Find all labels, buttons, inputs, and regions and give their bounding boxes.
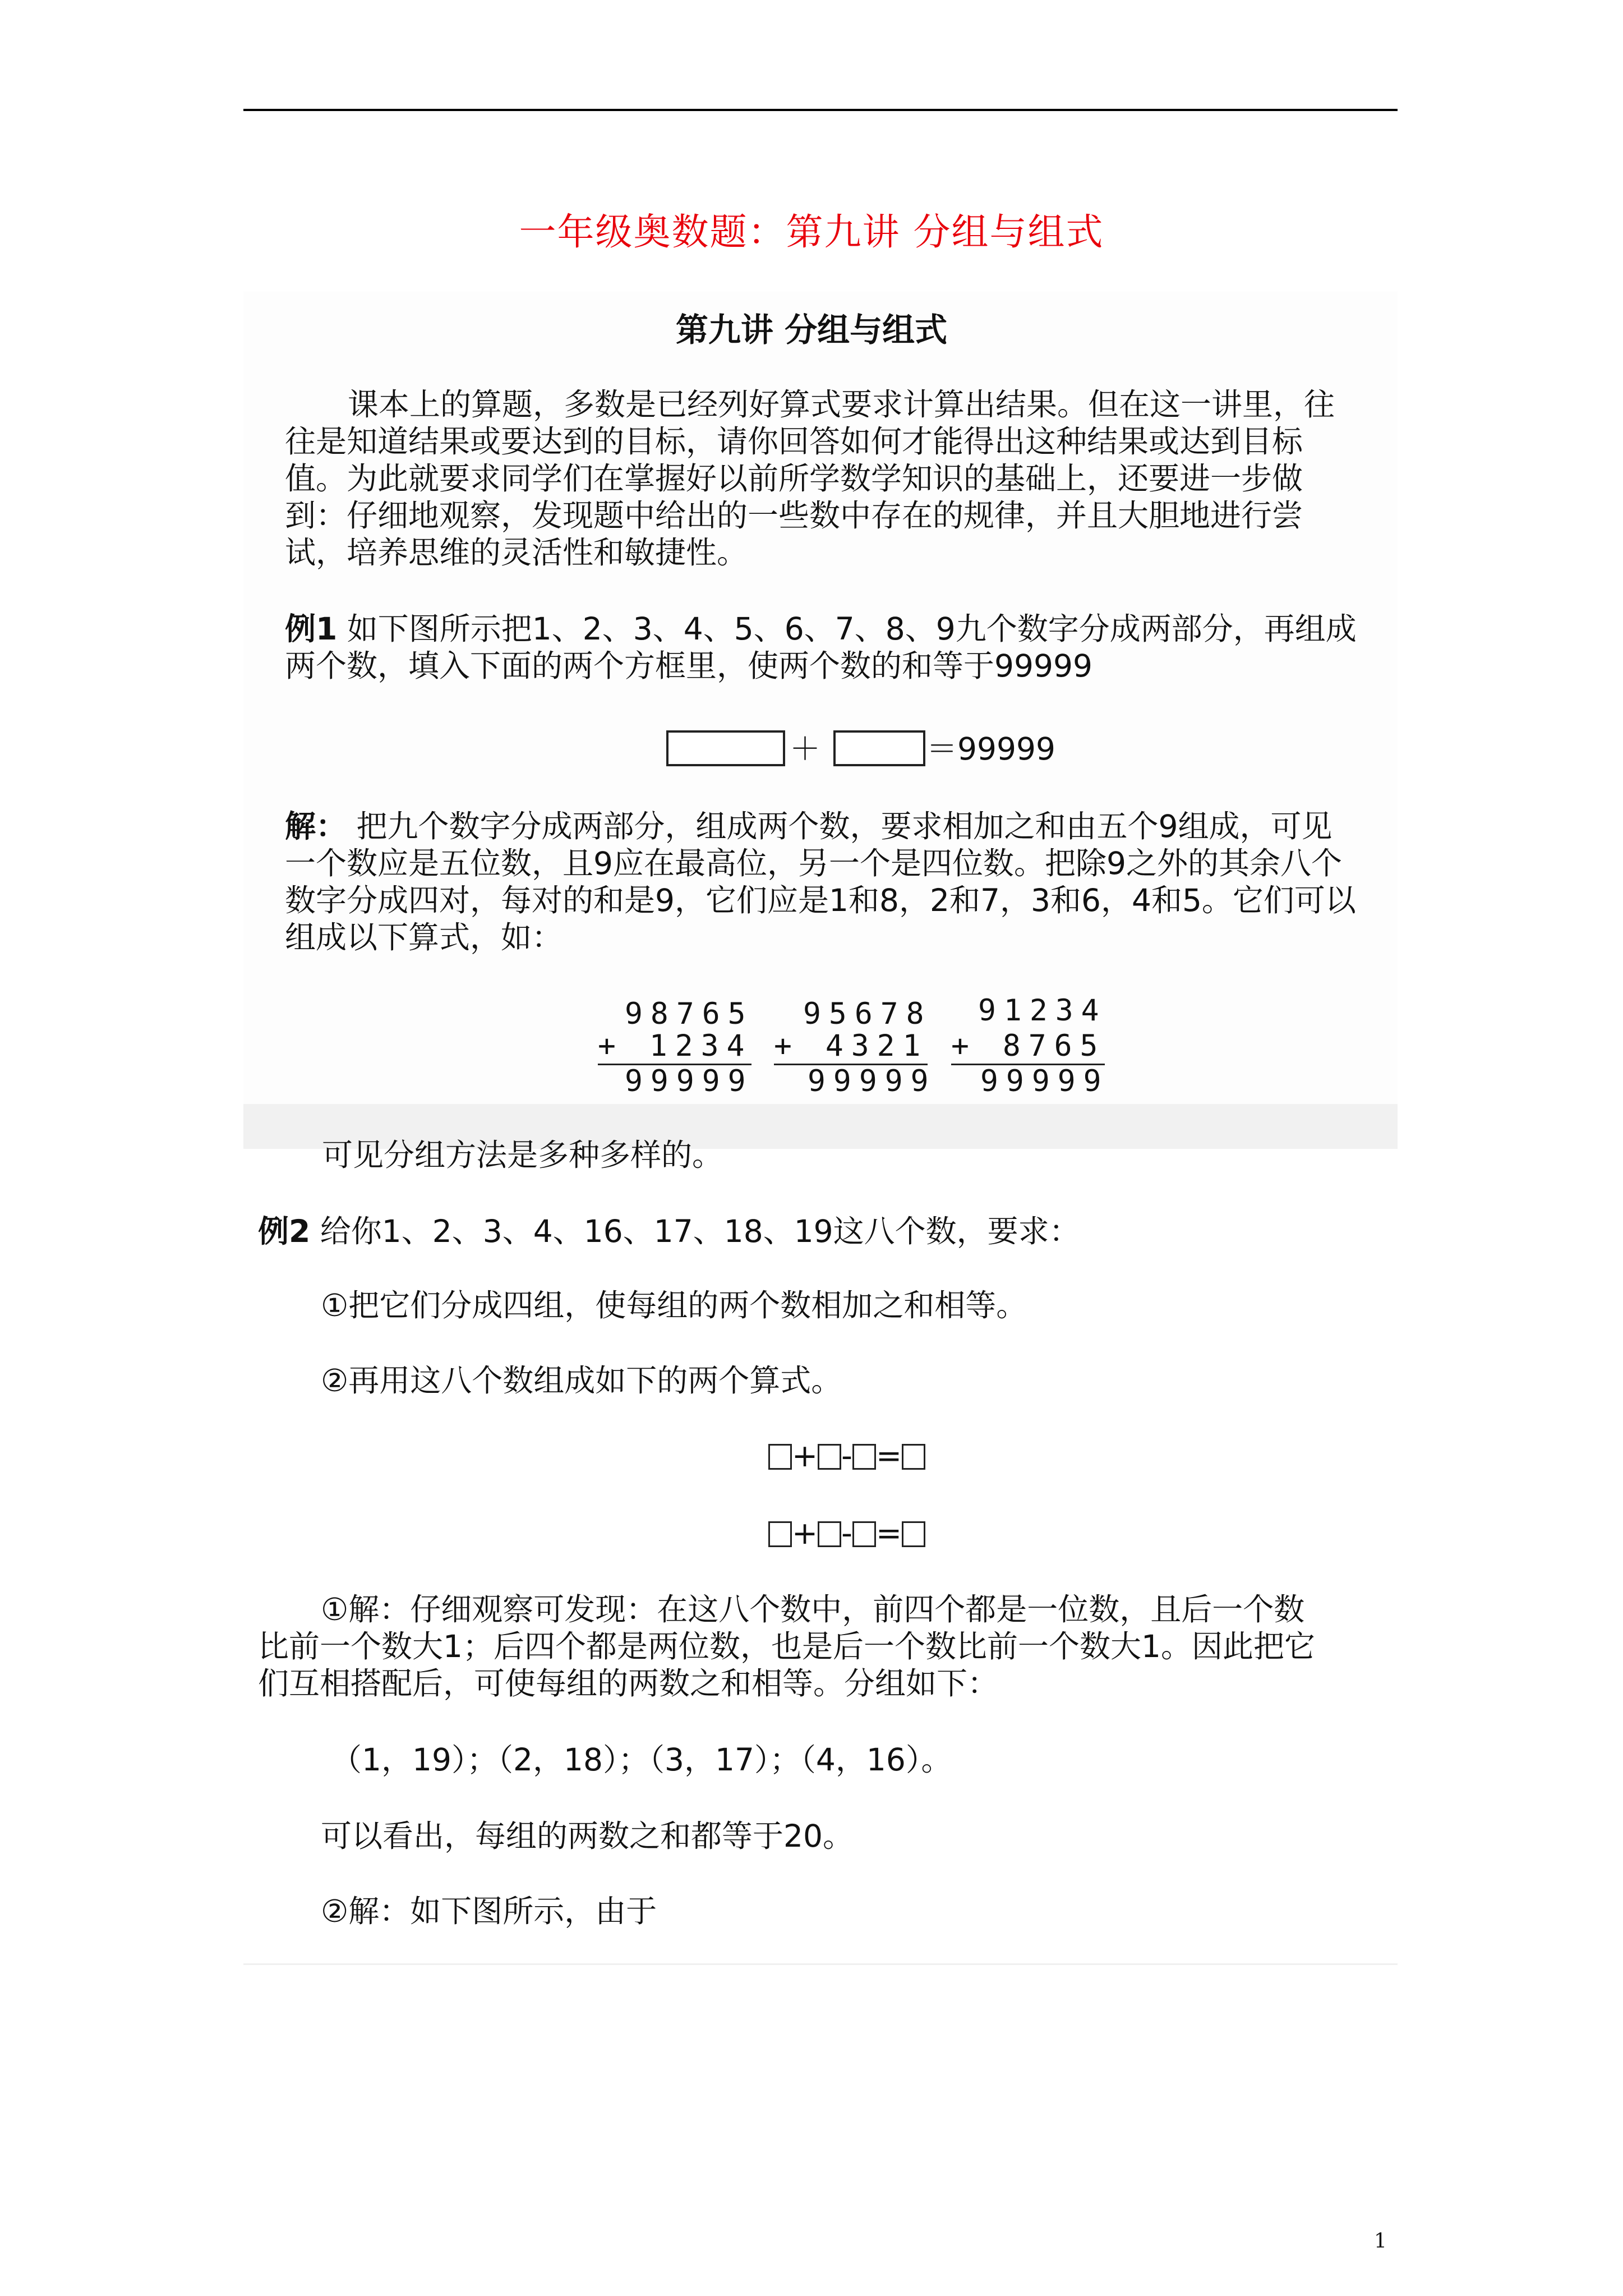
solution2-line: 们互相搭配后，可使每组的两数之和相等。分组如下： (258, 1665, 999, 1701)
solution1-line: 一个数应是五位数，且9应在最高位，另一个是四位数。把除9之外的其余八个 (285, 845, 1342, 881)
document-title: 一年级奥数题：第九讲 分组与组式 (519, 210, 1104, 254)
blank-square[interactable] (902, 1444, 925, 1470)
sum3-result: 99999 (980, 1064, 1109, 1098)
groups-list: （1，19）；（2，18）；（3，17）；（4，16）。 (331, 1742, 952, 1778)
blank-square[interactable] (852, 1521, 876, 1547)
intro-line: 试，培养思维的灵活性和敏捷性。 (285, 535, 748, 570)
answer-box-2[interactable] (833, 730, 925, 766)
intro-line: 到：仔细地观察，发现题中给出的一些数中存在的规律，并且大胆地进行尝 (285, 498, 1303, 533)
example2-label: 例2 (258, 1213, 311, 1249)
intro-line: 值。为此就要求同学们在掌握好以前所学数学知识的基础上，还要进一步做 (285, 461, 1303, 496)
example1-line (285, 610, 1357, 647)
example1-line: 两个数，填入下面的两个方框里，使两个数的和等于99999 (285, 648, 1092, 684)
example2-task2: ②再用这八个数组成如下的两个算式。 (321, 1363, 842, 1398)
formula-row-1 (768, 1437, 925, 1474)
solution1-line: 组成以下算式，如： (285, 919, 563, 955)
blank-square[interactable] (852, 1444, 876, 1470)
intro-line: 课本上的算题，多数是已经列好算式要求计算出结果。但在这一讲里，往 (348, 386, 1335, 422)
sum1-bottom: + 1234 (598, 1029, 753, 1063)
minus-op: - (841, 1438, 852, 1474)
solution2-line: 比前一个数大1；后四个都是两位数，也是后一个数比前一个数大1。因此把它 (258, 1628, 1315, 1664)
example2-line (258, 1213, 1080, 1250)
formula-row-2 (768, 1515, 925, 1552)
blank-square[interactable] (902, 1521, 925, 1547)
sum3-top: 91234 (978, 993, 1107, 1028)
example2-task1: ①把它们分成四组，使每组的两个数相加之和相等。 (321, 1287, 1027, 1323)
solution1-text: 把九个数字分成两部分，组成两个数，要求相加之和由五个9组成，可见 (356, 808, 1332, 844)
equals-op: = (875, 1438, 902, 1474)
solution1-line: 数字分成四对，每对的和是9，它们应是1和8，2和7，3和6，4和5。它们可以 (285, 882, 1356, 918)
example1-text: 如下图所示把1、2、3、4、5、6、7、8、9九个数字分成两部分，再组成 (347, 611, 1357, 647)
plus-op: + (792, 1438, 818, 1474)
blank-square[interactable] (768, 1444, 792, 1470)
sum2-top: 95678 (803, 997, 932, 1031)
sum-note: 可以看出，每组的两数之和都等于20。 (321, 1818, 854, 1854)
solution1-label: 解： (285, 808, 347, 844)
solution1-line (285, 808, 1332, 845)
sum2-result: 99999 (808, 1064, 937, 1098)
sum1-top: 98765 (625, 997, 754, 1031)
example2-text: 给你1、2、3、4、16、17、18、19这八个数，要求： (320, 1213, 1080, 1249)
equals-op: = (875, 1515, 902, 1551)
intro-line: 往是知道结果或要达到的目标，请你回答如何才能得出这种结果或达到目标 (285, 424, 1303, 459)
sum3-bottom: + 8765 (951, 1029, 1106, 1063)
solution2-part2: ②解：如下图所示，由于 (321, 1893, 657, 1929)
plus-op: + (792, 1515, 818, 1551)
blank-square[interactable] (818, 1521, 841, 1547)
sum1-result: 99999 (625, 1064, 754, 1098)
example1-label: 例1 (285, 611, 338, 647)
equals-target: ＝99999 (926, 731, 1055, 767)
minus-op: - (841, 1515, 852, 1551)
sum2-bottom: + 4321 (774, 1029, 929, 1063)
header-rule (243, 109, 1398, 111)
lecture-title: 第九讲 分组与组式 (675, 311, 948, 349)
blank-square[interactable] (768, 1521, 792, 1547)
conclusion1: 可见分组方法是多种多样的。 (322, 1137, 723, 1173)
answer-box-1[interactable] (666, 730, 785, 766)
blank-square[interactable] (818, 1444, 841, 1470)
solution2-line: ①解：仔细观察可发现：在这八个数中，前四个都是一位数，且后一个数 (321, 1591, 1305, 1627)
page-number: 1 (1374, 2230, 1387, 2253)
plus-sign: ＋ (790, 731, 821, 767)
